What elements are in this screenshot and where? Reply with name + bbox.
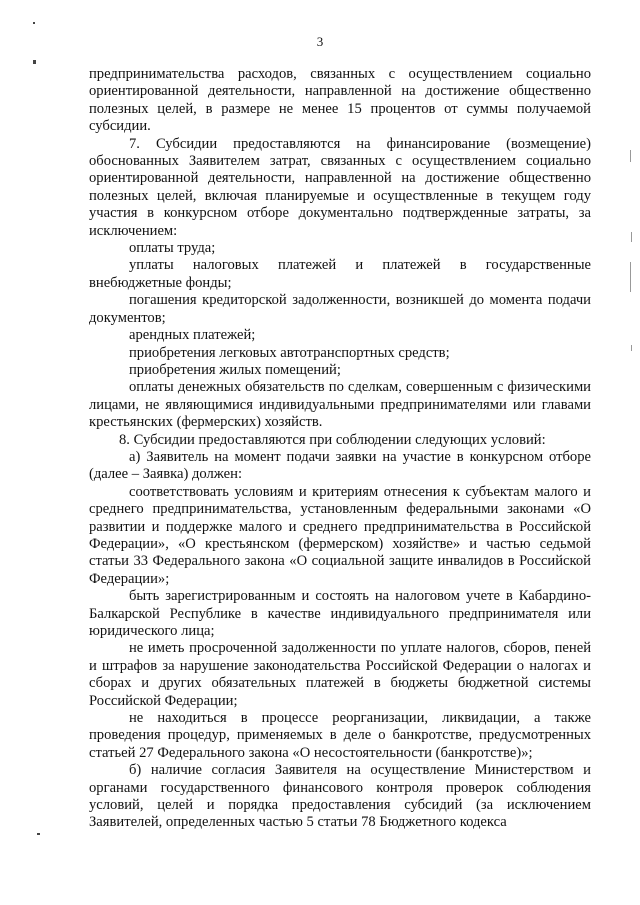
- exclusion-item: оплаты труда;: [129, 240, 216, 257]
- paragraph: предпринимательства расходов, связанных с осуществлением социально ориентированной деятельности, направленной на достижение общественно полезных целей, в размере не менее 15 процентов от суммы получаемой субсидии.: [89, 66, 591, 135]
- exclusion-item: арендных платежей;: [129, 327, 256, 344]
- exclusion-item: оплаты денежных обязательств по сделкам, совершенным с физическими лицами, не являющимися индивидуальными предпринимателями или главами крестьянских (фермерских) хозяйств.: [89, 379, 591, 431]
- scan-edge-mark: [630, 150, 631, 162]
- scan-edge-mark: [630, 262, 631, 292]
- exclusion-item: погашения кредиторской задолженности, возникшей до момента подачи документов;: [89, 292, 591, 326]
- condition-item: не иметь просроченной задолженности по уплате налогов, сборов, пеней и штрафов за нарушение законодательства Российской Федерации о налогах и сборах и других обязательных платежей в бюджеты бюджетной системы Российской Федерации;: [89, 640, 591, 709]
- condition-item: соответствовать условиям и критериям отнесения к субъектам малого и среднего предпринимательства, установленным федеральными законами «О развитии и поддержке малого и среднего предпринимательства в Российской Федерации», «О крестьянском (фермерском) хозяйстве» и частью седьмой статьи 33 Федерального закона «О социальной защите инвалидов в Российской Федерации»;: [89, 483, 591, 587]
- scan-speck: [33, 22, 35, 24]
- condition-item: быть зарегистрированным и состоять на налоговом учете в Кабардино-Балкарской Республике в качестве индивидуального предпринимателя или юридического лица;: [89, 588, 591, 639]
- scan-edge-mark: [631, 232, 632, 242]
- condition-item: не находиться в процессе реорганизации, ликвидации, а также проведения процедур, применяемых в деле о банкротстве, предусмотренных статьей 27 Федерального закона «О несостоятельности (банкротстве)»;: [89, 710, 591, 761]
- condition-item: а) Заявитель на момент подачи заявки на участие в конкурсном отборе (далее – Заявка) должен:: [89, 448, 591, 483]
- paragraph-item-7: 7. Субсидии предоставляются на финансирование (возмещение) обоснованных Заявителем затрат, связанных с осуществлением социально ориентированной деятельности, направленной на достижение общественно полезных целей, включая планируемые и осуществленные в текущем году участия в конкурсном отборе документально подтвержденные затраты, за исключением:: [89, 135, 591, 239]
- scan-edge-mark: [631, 345, 632, 351]
- page-number: 3: [316, 34, 324, 49]
- document-body: [89, 66, 591, 832]
- scan-speck: [33, 60, 36, 64]
- exclusion-item: уплаты налоговых платежей и платежей в государственные внебюджетные фонды;: [89, 257, 591, 291]
- exclusion-item: приобретения легковых автотранспортных средств;: [129, 344, 450, 361]
- condition-item: б) наличие согласия Заявителя на осуществление Министерством и органами государственного финансового контроля проверок соблюдения условий, целей и порядка предоставления субсидий (за исключением Заявителей, определенных частью 5 статьи 78 Бюджетного кодекса: [89, 762, 591, 831]
- exclusion-item: приобретения жилых помещений;: [129, 361, 341, 378]
- scan-speck: [37, 833, 40, 835]
- paragraph-item-8: 8. Субсидии предоставляются при соблюдении следующих условий:: [119, 431, 546, 448]
